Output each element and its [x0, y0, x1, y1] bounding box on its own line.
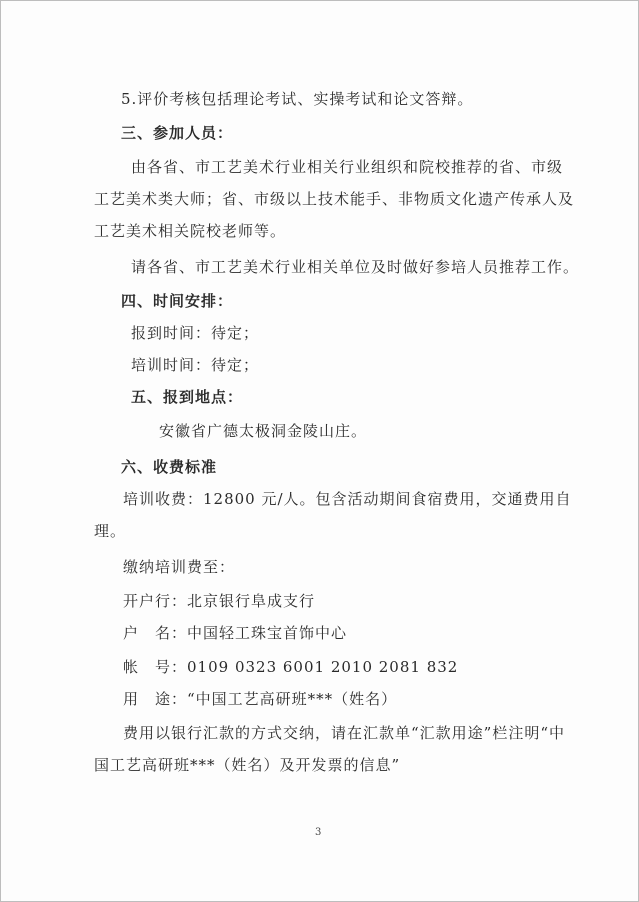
text-line-remittance-1: 费用以银行汇款的方式交纳，请在汇款单“汇款用途”栏注明“中: [123, 724, 566, 742]
text-line-remittance-2: 国工艺高研班***（姓名）及开发票的信息”: [94, 756, 401, 774]
section-heading-participants: 三、参加人员：: [121, 124, 234, 142]
text-line-participants-2: 工艺美术类大师；省、市级以上技术能手、非物质文化遗产传承人及: [94, 190, 575, 208]
text-line-recommend: 请各省、市工艺美术行业相关单位及时做好参培人员推荐工作。: [131, 258, 580, 276]
text-line-purpose: 用 途：“中国工艺高研班***（姓名）: [123, 690, 398, 708]
text-line-fee-2: 理。: [94, 522, 127, 540]
text-line-checkin-time: 报到时间：待定；: [131, 324, 260, 342]
text-line-bank: 开户行：北京银行阜成支行: [123, 592, 316, 610]
section-heading-schedule: 四、时间安排：: [121, 292, 234, 310]
page-number: 3: [315, 827, 322, 838]
text-line-participants-1: 由各省、市工艺美术行业相关行业组织和院校推荐的省、市级: [131, 158, 564, 176]
section-heading-location: 五、报到地点：: [131, 388, 244, 406]
text-line-location: 安徽省广德太极洞金陵山庄。: [159, 422, 368, 440]
text-line-participants-3: 工艺美术相关院校老师等。: [94, 222, 287, 240]
text-line-fee-1: 培训收费：12800 元/人。包含活动期间食宿费用，交通费用自: [123, 490, 572, 508]
text-line-account-number: 帐 号：0109 0323 6001 2010 2081 832: [123, 658, 459, 676]
text-line-account-name: 户 名：中国轻工珠宝首饰中心: [123, 624, 348, 642]
section-heading-fees: 六、收费标准: [121, 458, 218, 476]
text-line-assessment: 5.评价考核包括理论考试、实操考试和论文答辩。: [121, 90, 474, 108]
text-line-payment-to: 缴纳培训费至：: [123, 558, 236, 576]
text-line-training-time: 培训时间：待定；: [131, 356, 260, 374]
